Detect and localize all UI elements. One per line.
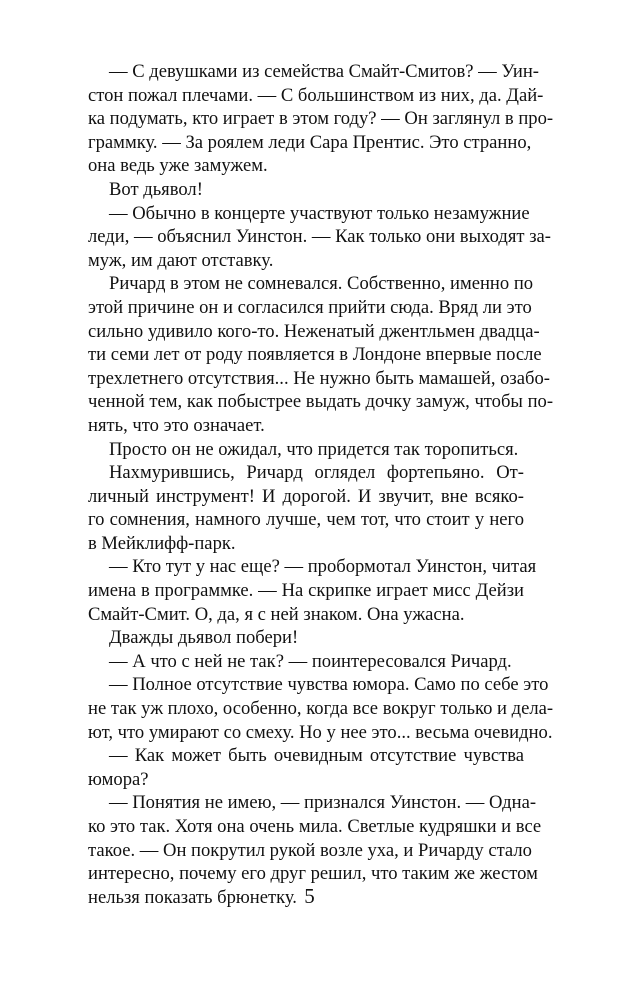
text-line: — Полное отсутствие чувства юмора. Само по себе это	[109, 674, 549, 696]
text-line: ченной тем, как побыстрее выдать дочку замуж, чтобы по-	[88, 391, 554, 413]
text-line: такое. — Он покрутил рукой возле уха, и Ричарду стало	[88, 839, 532, 861]
text-line: интересно, почему его друг решил, что таким же жестом	[88, 863, 538, 885]
text-line: Смайт-Смит. О, да, я с ней знаком. Она ужасна.	[88, 603, 465, 625]
text-line: юмора?	[88, 768, 149, 790]
text-line: Просто он не ожидал, что придется так торопиться.	[109, 438, 519, 460]
text-line: нять, что это означает.	[88, 414, 265, 436]
text-line: нельзя показать брюнетку.	[88, 886, 297, 908]
text-line: — А что с ней не так? — поинтересовался Ричард.	[109, 650, 512, 672]
text-line: Вот дьявол!	[109, 178, 203, 200]
text-line: в Мейклифф-парк.	[88, 532, 236, 554]
text-line: Нахмурившись, Ричард оглядел фортепьяно. От-	[109, 462, 524, 484]
text-line: этой причине он и согласился прийти сюда. Вряд ли это	[88, 296, 532, 318]
text-line: го сомнения, намного лучше, чем тот, что стоит у него	[88, 509, 524, 531]
text-line: граммку. — За роялем леди Сара Прентис. Это странно,	[88, 131, 532, 153]
text-line: — Как может быть очевидным отсутствие чувства	[109, 745, 524, 767]
text-line: — Обычно в концерте участвуют только незамужние	[109, 202, 530, 224]
text-line: личный инструмент! И дорогой. И звучит, вне всяко-	[88, 485, 524, 507]
text-line: ко это так. Хотя она очень мила. Светлые кудряшки и все	[88, 816, 542, 837]
text-line: Ричард в этом не сомневался. Собственно, именно по	[109, 273, 534, 295]
text-line: Дважды дьявол побери!	[109, 627, 299, 649]
text-line: имена в программке. — На скрипке играет мисс Дейзи	[88, 580, 524, 602]
body-text	[88, 60, 554, 909]
text-line: трехлетнего отсутствия... Не нужно быть мамашей, озабо-	[88, 367, 550, 389]
text-line: она ведь уже замужем.	[88, 155, 268, 177]
text-line: стон пожал плечами. — С большинством из них, да. Дай-	[88, 84, 544, 106]
text-line: ти семи лет от роду появляется в Лондоне впервые после	[88, 344, 542, 366]
text-line: сильно удивило кого-то. Неженатый джентльмен двадца-	[88, 320, 540, 342]
text-line: леди, — объяснил Уинстон. — Как только они выходят за-	[88, 226, 551, 248]
text-line: муж, им дают отставку.	[88, 249, 274, 271]
text-line: — Кто тут у нас еще? — пробормотал Уинстон, читая	[109, 556, 537, 578]
text-line: — Понятия не имею, — признался Уинстон. — Одна-	[109, 792, 537, 814]
text-line: — С девушками из семейства Смайт-Смитов? — Уин-	[109, 61, 539, 82]
page-number: 5	[304, 884, 315, 908]
text-line: ют, что умирают со смеху. Но у нее это... весьма очевидно.	[88, 721, 553, 743]
text-line: ка подумать, кто играет в этом году? — Он заглянул в про-	[88, 108, 554, 130]
text-line: не так уж плохо, особенно, когда все вокруг только и дела-	[88, 698, 554, 720]
